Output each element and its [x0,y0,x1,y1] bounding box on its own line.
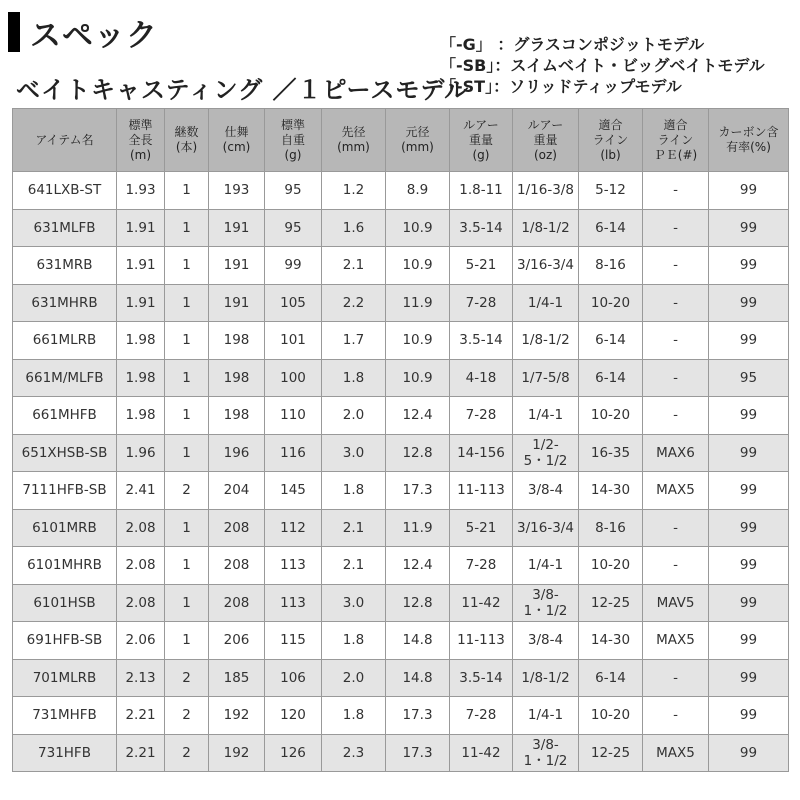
cell-butt-diameter: 12.8 [386,434,450,472]
table-row [13,697,789,735]
cell-lure-weight-g: 7-28 [450,397,513,435]
cell-line-lb: 10-20 [579,284,643,322]
cell-item-name: 631MRB [13,247,117,285]
cell-weight: 113 [265,584,322,622]
column-header-carbon-content: カーボン含 有率(%) [709,109,789,172]
cell-lure-weight-g: 7-28 [450,547,513,585]
cell-tip-diameter: 1.7 [322,322,386,360]
cell-sections: 2 [165,697,209,735]
cell-carbon-content: 99 [709,397,789,435]
cell-carbon-content: 99 [709,284,789,322]
cell-butt-diameter: 17.3 [386,472,450,510]
cell-sections: 2 [165,734,209,772]
cell-lure-weight-oz: 1/4-1 [513,284,579,322]
cell-total-length: 2.13 [117,659,165,697]
cell-sections: 1 [165,359,209,397]
cell-carbon-content: 99 [709,547,789,585]
cell-weight: 110 [265,397,322,435]
cell-item-name: 6101MHRB [13,547,117,585]
cell-line-pe: - [643,697,709,735]
cell-carbon-content: 99 [709,734,789,772]
cell-weight: 105 [265,284,322,322]
cell-lure-weight-g: 11-42 [450,734,513,772]
table-row [13,247,789,285]
cell-item-name: 7111HFB-SB [13,472,117,510]
cell-lure-weight-oz: 1/4-1 [513,697,579,735]
cell-carbon-content: 99 [709,434,789,472]
cell-line-pe: - [643,322,709,360]
table-row [13,209,789,247]
cell-tip-diameter: 1.8 [322,472,386,510]
cell-weight: 95 [265,172,322,210]
table-row [13,172,789,210]
cell-line-pe: - [643,397,709,435]
cell-item-name: 731MHFB [13,697,117,735]
cell-carbon-content: 99 [709,472,789,510]
section-subtitle: ベイトキャスティング ／１ピースモデル [16,76,470,104]
cell-total-length: 2.41 [117,472,165,510]
legend-item: 「-SB」：スイムベイト・ビッグベイトモデル [440,56,765,75]
cell-line-lb: 14-30 [579,622,643,660]
cell-weight: 101 [265,322,322,360]
cell-closed-length: 208 [209,509,265,547]
cell-closed-length: 185 [209,659,265,697]
cell-closed-length: 204 [209,472,265,510]
column-header-item-name: アイテム名 [13,109,117,172]
cell-lure-weight-oz: 3/8-4 [513,622,579,660]
cell-weight: 100 [265,359,322,397]
cell-lure-weight-g: 11-42 [450,584,513,622]
cell-closed-length: 193 [209,172,265,210]
cell-item-name: 631MLFB [13,209,117,247]
cell-total-length: 2.06 [117,622,165,660]
cell-carbon-content: 99 [709,697,789,735]
cell-lure-weight-g: 7-28 [450,284,513,322]
cell-lure-weight-g: 7-28 [450,697,513,735]
cell-closed-length: 191 [209,209,265,247]
cell-total-length: 1.98 [117,397,165,435]
cell-sections: 1 [165,434,209,472]
cell-closed-length: 191 [209,284,265,322]
cell-lure-weight-g: 11-113 [450,472,513,510]
cell-line-pe: MAX5 [643,472,709,510]
cell-line-lb: 10-20 [579,397,643,435]
cell-weight: 145 [265,472,322,510]
cell-line-pe: - [643,359,709,397]
cell-carbon-content: 99 [709,209,789,247]
cell-closed-length: 192 [209,697,265,735]
cell-lure-weight-g: 11-113 [450,622,513,660]
cell-butt-diameter: 10.9 [386,209,450,247]
column-header-butt-diameter: 元径 (mm) [386,109,450,172]
cell-line-pe: - [643,284,709,322]
cell-total-length: 2.08 [117,509,165,547]
cell-sections: 1 [165,284,209,322]
cell-butt-diameter: 12.8 [386,584,450,622]
cell-closed-length: 192 [209,734,265,772]
cell-butt-diameter: 17.3 [386,697,450,735]
cell-lure-weight-g: 14-156 [450,434,513,472]
cell-lure-weight-oz: 1/8-1/2 [513,322,579,360]
cell-total-length: 1.91 [117,284,165,322]
cell-item-name: 631MHRB [13,284,117,322]
cell-sections: 2 [165,659,209,697]
cell-carbon-content: 99 [709,172,789,210]
cell-total-length: 1.91 [117,247,165,285]
cell-lure-weight-g: 3.5-14 [450,209,513,247]
cell-line-pe: - [643,547,709,585]
cell-butt-diameter: 12.4 [386,397,450,435]
table-row [13,584,789,622]
cell-item-name: 661MLRB [13,322,117,360]
cell-line-lb: 14-30 [579,472,643,510]
cell-lure-weight-g: 4-18 [450,359,513,397]
table-row [13,622,789,660]
cell-butt-diameter: 10.9 [386,359,450,397]
cell-line-pe: - [643,209,709,247]
table-row [13,434,789,472]
cell-weight: 99 [265,247,322,285]
cell-line-lb: 10-20 [579,547,643,585]
cell-tip-diameter: 2.3 [322,734,386,772]
cell-weight: 113 [265,547,322,585]
column-header-line-pe: 適合 ライン ＰＥ(#) [643,109,709,172]
cell-item-name: 701MLRB [13,659,117,697]
cell-carbon-content: 99 [709,247,789,285]
cell-lure-weight-g: 3.5-14 [450,322,513,360]
cell-line-lb: 6-14 [579,322,643,360]
column-header-sections: 継数 (本) [165,109,209,172]
cell-weight: 106 [265,659,322,697]
cell-item-name: 731HFB [13,734,117,772]
cell-line-lb: 6-14 [579,209,643,247]
table-row [13,359,789,397]
table-row [13,397,789,435]
cell-lure-weight-oz: 3/16-3/4 [513,247,579,285]
cell-carbon-content: 99 [709,509,789,547]
column-header-closed-length: 仕舞 (cm) [209,109,265,172]
cell-line-lb: 6-14 [579,359,643,397]
spec-table [12,108,789,772]
cell-closed-length: 191 [209,247,265,285]
cell-weight: 112 [265,509,322,547]
cell-lure-weight-oz: 3/8- 1・1/2 [513,734,579,772]
cell-closed-length: 208 [209,584,265,622]
cell-total-length: 1.91 [117,209,165,247]
cell-total-length: 1.98 [117,322,165,360]
column-header-lure-weight-g: ルアー 重量 (g) [450,109,513,172]
cell-weight: 126 [265,734,322,772]
cell-item-name: 651XHSB-SB [13,434,117,472]
cell-sections: 1 [165,622,209,660]
cell-lure-weight-oz: 3/16-3/4 [513,509,579,547]
cell-item-name: 641LXB-ST [13,172,117,210]
cell-tip-diameter: 1.6 [322,209,386,247]
cell-butt-diameter: 14.8 [386,622,450,660]
model-suffix-legend [440,34,765,97]
cell-line-lb: 16-35 [579,434,643,472]
cell-carbon-content: 99 [709,622,789,660]
column-header-weight: 標準 自重 (g) [265,109,322,172]
cell-line-lb: 5-12 [579,172,643,210]
cell-weight: 115 [265,622,322,660]
cell-butt-diameter: 17.3 [386,734,450,772]
cell-lure-weight-oz: 1/2- 5・1/2 [513,434,579,472]
cell-line-lb: 6-14 [579,659,643,697]
cell-sections: 1 [165,584,209,622]
cell-closed-length: 196 [209,434,265,472]
cell-tip-diameter: 2.1 [322,247,386,285]
column-header-total-length: 標準 全長 (m) [117,109,165,172]
cell-sections: 1 [165,509,209,547]
cell-weight: 120 [265,697,322,735]
column-header-lure-weight-oz: ルアー 重量 (oz) [513,109,579,172]
cell-line-pe: - [643,247,709,285]
cell-carbon-content: 99 [709,584,789,622]
cell-item-name: 661MHFB [13,397,117,435]
cell-sections: 2 [165,472,209,510]
cell-closed-length: 198 [209,359,265,397]
cell-lure-weight-oz: 1/8-1/2 [513,209,579,247]
cell-closed-length: 198 [209,322,265,360]
cell-total-length: 1.98 [117,359,165,397]
cell-lure-weight-oz: 1/7-5/8 [513,359,579,397]
cell-sections: 1 [165,209,209,247]
cell-tip-diameter: 1.2 [322,172,386,210]
cell-closed-length: 208 [209,547,265,585]
table-row [13,547,789,585]
cell-tip-diameter: 3.0 [322,584,386,622]
cell-lure-weight-oz: 1/4-1 [513,397,579,435]
cell-butt-diameter: 14.8 [386,659,450,697]
cell-total-length: 1.93 [117,172,165,210]
cell-line-lb: 8-16 [579,509,643,547]
legend-item: 「-ST」：ソリッドティップモデル [440,77,682,96]
cell-butt-diameter: 10.9 [386,322,450,360]
cell-carbon-content: 95 [709,359,789,397]
column-header-tip-diameter: 先径 (mm) [322,109,386,172]
cell-tip-diameter: 2.0 [322,659,386,697]
cell-butt-diameter: 11.9 [386,284,450,322]
title-accent-bar [8,12,20,52]
cell-butt-diameter: 10.9 [386,247,450,285]
cell-total-length: 2.21 [117,734,165,772]
cell-line-lb: 10-20 [579,697,643,735]
cell-carbon-content: 99 [709,659,789,697]
table-row [13,509,789,547]
table-row [13,472,789,510]
cell-tip-diameter: 3.0 [322,434,386,472]
table-row [13,284,789,322]
cell-lure-weight-oz: 1/4-1 [513,547,579,585]
cell-line-pe: - [643,172,709,210]
cell-lure-weight-oz: 1/8-1/2 [513,659,579,697]
cell-tip-diameter: 2.1 [322,547,386,585]
cell-line-pe: MAX6 [643,434,709,472]
cell-total-length: 2.21 [117,697,165,735]
cell-line-lb: 12-25 [579,584,643,622]
cell-tip-diameter: 2.1 [322,509,386,547]
cell-sections: 1 [165,172,209,210]
cell-lure-weight-oz: 1/16-3/8 [513,172,579,210]
cell-closed-length: 198 [209,397,265,435]
table-header-row [13,109,789,172]
cell-line-pe: MAX5 [643,622,709,660]
cell-sections: 1 [165,397,209,435]
legend-item: 「-G」 ：グラスコンポジットモデル [440,35,705,54]
cell-lure-weight-g: 1.8-11 [450,172,513,210]
cell-closed-length: 206 [209,622,265,660]
cell-total-length: 2.08 [117,584,165,622]
cell-line-pe: MAV5 [643,584,709,622]
cell-line-lb: 12-25 [579,734,643,772]
cell-lure-weight-g: 5-21 [450,247,513,285]
cell-total-length: 1.96 [117,434,165,472]
cell-tip-diameter: 2.0 [322,397,386,435]
cell-line-pe: - [643,509,709,547]
cell-carbon-content: 99 [709,322,789,360]
cell-tip-diameter: 2.2 [322,284,386,322]
cell-lure-weight-g: 5-21 [450,509,513,547]
cell-item-name: 6101HSB [13,584,117,622]
cell-item-name: 661M/MLFB [13,359,117,397]
cell-weight: 116 [265,434,322,472]
cell-sections: 1 [165,247,209,285]
cell-total-length: 2.08 [117,547,165,585]
cell-line-pe: MAX5 [643,734,709,772]
cell-sections: 1 [165,547,209,585]
column-header-line-lb: 適合 ライン (lb) [579,109,643,172]
cell-lure-weight-oz: 3/8- 1・1/2 [513,584,579,622]
cell-weight: 95 [265,209,322,247]
cell-butt-diameter: 11.9 [386,509,450,547]
page-title: スペック [30,18,158,54]
cell-item-name: 6101MRB [13,509,117,547]
cell-line-lb: 8-16 [579,247,643,285]
cell-butt-diameter: 8.9 [386,172,450,210]
cell-line-pe: - [643,659,709,697]
table-row [13,322,789,360]
cell-lure-weight-oz: 3/8-4 [513,472,579,510]
cell-butt-diameter: 12.4 [386,547,450,585]
cell-sections: 1 [165,322,209,360]
cell-tip-diameter: 1.8 [322,359,386,397]
cell-tip-diameter: 1.8 [322,622,386,660]
table-row [13,734,789,772]
cell-item-name: 691HFB-SB [13,622,117,660]
cell-tip-diameter: 1.8 [322,697,386,735]
table-row [13,659,789,697]
cell-lure-weight-g: 3.5-14 [450,659,513,697]
